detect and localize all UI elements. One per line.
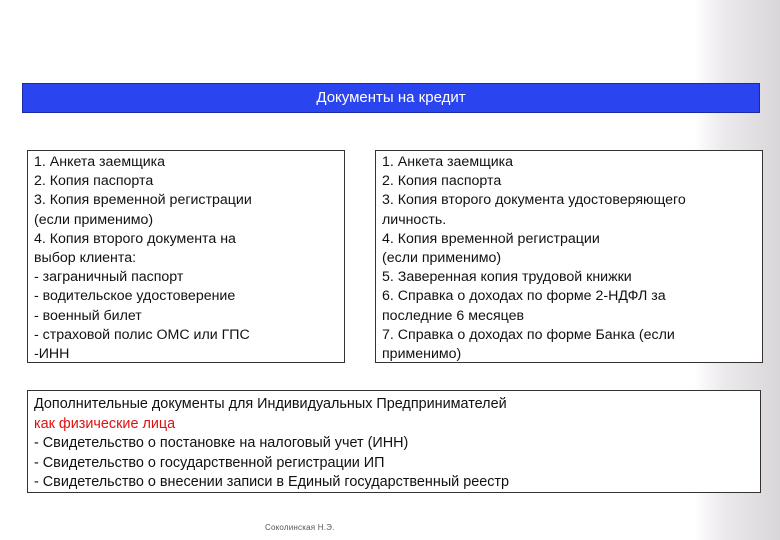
list-item: 7. Справка о доходах по форме Банка (если: [382, 326, 675, 343]
list-item: - военный билет: [34, 307, 142, 324]
right-document-list: [375, 150, 763, 363]
list-item: выбор клиента:: [34, 250, 137, 267]
left-document-list: [27, 150, 345, 363]
list-item: 6. Справка о доходах по форме 2-НДФЛ за: [382, 288, 666, 305]
list-item: -ИНН: [34, 346, 70, 363]
list-item: - Свидетельство о внесении записи в Единый государственный реестр: [34, 474, 509, 491]
list-item: (если применимо): [34, 211, 154, 228]
list-item: 2. Копия паспорта: [382, 173, 502, 190]
ip-additional-documents: [27, 390, 761, 493]
list-item: - страховой полис ОМС или ГПС: [34, 326, 250, 343]
list-item: личность.: [382, 211, 447, 228]
list-item: 5. Заверенная копия трудовой книжки: [382, 269, 632, 286]
slide-title: Документы на кредит: [22, 83, 760, 113]
list-item: 1. Анкета заемщика: [382, 154, 514, 170]
list-item: 4. Копия временной регистрации: [382, 230, 600, 247]
list-item: - водительское удостоверение: [34, 288, 236, 305]
list-item: 2. Копия паспорта: [34, 173, 154, 190]
list-item: - Свидетельство о постановке на налоговый учет (ИНН): [34, 435, 409, 452]
list-item: - Свидетельство о государственной регистрации ИП: [34, 454, 385, 471]
list-item: 1. Анкета заемщика: [34, 154, 166, 170]
ip-highlight: как физические лица: [34, 415, 176, 432]
list-item: - заграничный паспорт: [34, 269, 184, 286]
list-item: 4. Копия второго документа на: [34, 230, 236, 247]
list-item: (если применимо): [382, 250, 502, 267]
ip-heading: Дополнительные документы для Индивидуальных Предпринимателей: [34, 396, 507, 412]
list-item: применимо): [382, 346, 462, 363]
list-item: 3. Копия временной регистрации: [34, 192, 252, 209]
list-item: 3. Копия второго документа удостоверяющего: [382, 192, 686, 209]
list-item: последние 6 месяцев: [382, 307, 525, 324]
author-footer: Соколинская Н.Э.: [265, 523, 335, 532]
